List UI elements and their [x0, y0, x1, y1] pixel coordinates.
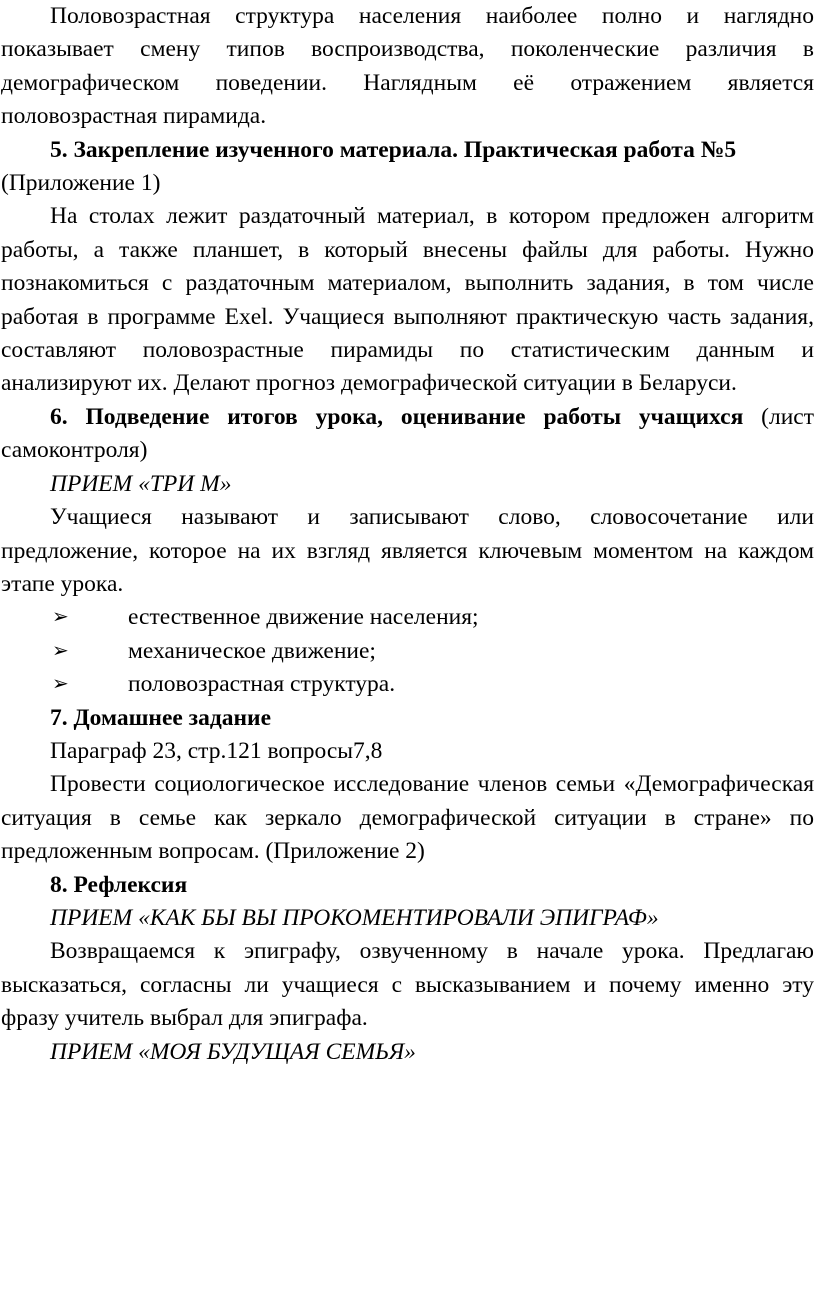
section-5-body: На столах лежит раздаточный материал, в котором предложен алгоритм работы, а также планшет, в который внесены файлы для работы. Нужно познакомиться с раздаточным материалом, выполнить задания, в том числе работая в программе Exel. Учащиеся выполняют практическую часть задания, составляют половозрастные пирамиды по статистическим данным и анализируют их. Делают прогноз демографической ситуации в Беларуси.	[1, 203, 814, 397]
section-7-heading: 7. Домашнее задание	[50, 704, 272, 731]
section-8-method-2: ПРИЕМ «МОЯ БУДУЩАЯ СЕМЬЯ»	[50, 1038, 416, 1065]
list-item-text: механическое движение;	[128, 637, 376, 664]
section-6-body: Учащиеся называют и записывают слово, словосочетание или предложение, которое на их взгляд является ключевым моментом на каждом этапе урока.	[1, 504, 814, 597]
section-6-heading: 6. Подведение итогов урока, оценивание работы учащихся	[50, 403, 744, 430]
list-item-text: естественное движение населения;	[128, 604, 479, 631]
section-6-method: ПРИЕМ «ТРИ М»	[50, 470, 232, 497]
arrow-bullet-icon: ➢	[52, 606, 69, 629]
list-item	[1, 668, 814, 701]
section-5-heading-paragraph	[1, 134, 814, 201]
arrow-bullet-icon: ➢	[52, 639, 69, 662]
section-8-body: Возвращаемся к эпиграфу, озвученному в начале урока. Предлагаю высказаться, согласны ли учащиеся с высказыванием и почему именно эту фразу учитель выбрал для эпиграфа.	[1, 938, 814, 1032]
section-7-line-1: Параграф 23, стр.121 вопросы7,8	[50, 737, 383, 764]
list-item	[1, 601, 814, 634]
list-item-text: половозрастная структура.	[128, 671, 396, 698]
section-6-heading-paragraph	[1, 401, 814, 468]
section-5-note: (Приложение 1)	[1, 170, 161, 197]
section-8-method-1: ПРИЕМ «КАК БЫ ВЫ ПРОКОМЕНТИРОВАЛИ ЭПИГРАФ»	[50, 904, 659, 931]
arrow-bullet-icon: ➢	[52, 673, 69, 696]
section-5-heading: 5. Закрепление изученного материала. Практическая работа №5	[50, 136, 737, 163]
section-7-line-2: Провести социологическое исследование членов семьи «Демографическая ситуация в семье как зеркало демографической ситуации в стране» по предложенным вопросам. (Приложение 2)	[1, 771, 814, 865]
intro-paragraph: Половозрастная структура населения наиболее полно и наглядно показывает смену типов воспроизводства, поколенческие различия в демографическом поведении. Наглядным её отражением является половозрастная пирамида.	[1, 3, 814, 130]
key-moments-list	[1, 601, 814, 701]
section-6-note: (лист самоконтроля)	[1, 403, 814, 464]
list-item	[1, 635, 814, 668]
section-8-heading: 8. Рефлексия	[50, 871, 188, 898]
